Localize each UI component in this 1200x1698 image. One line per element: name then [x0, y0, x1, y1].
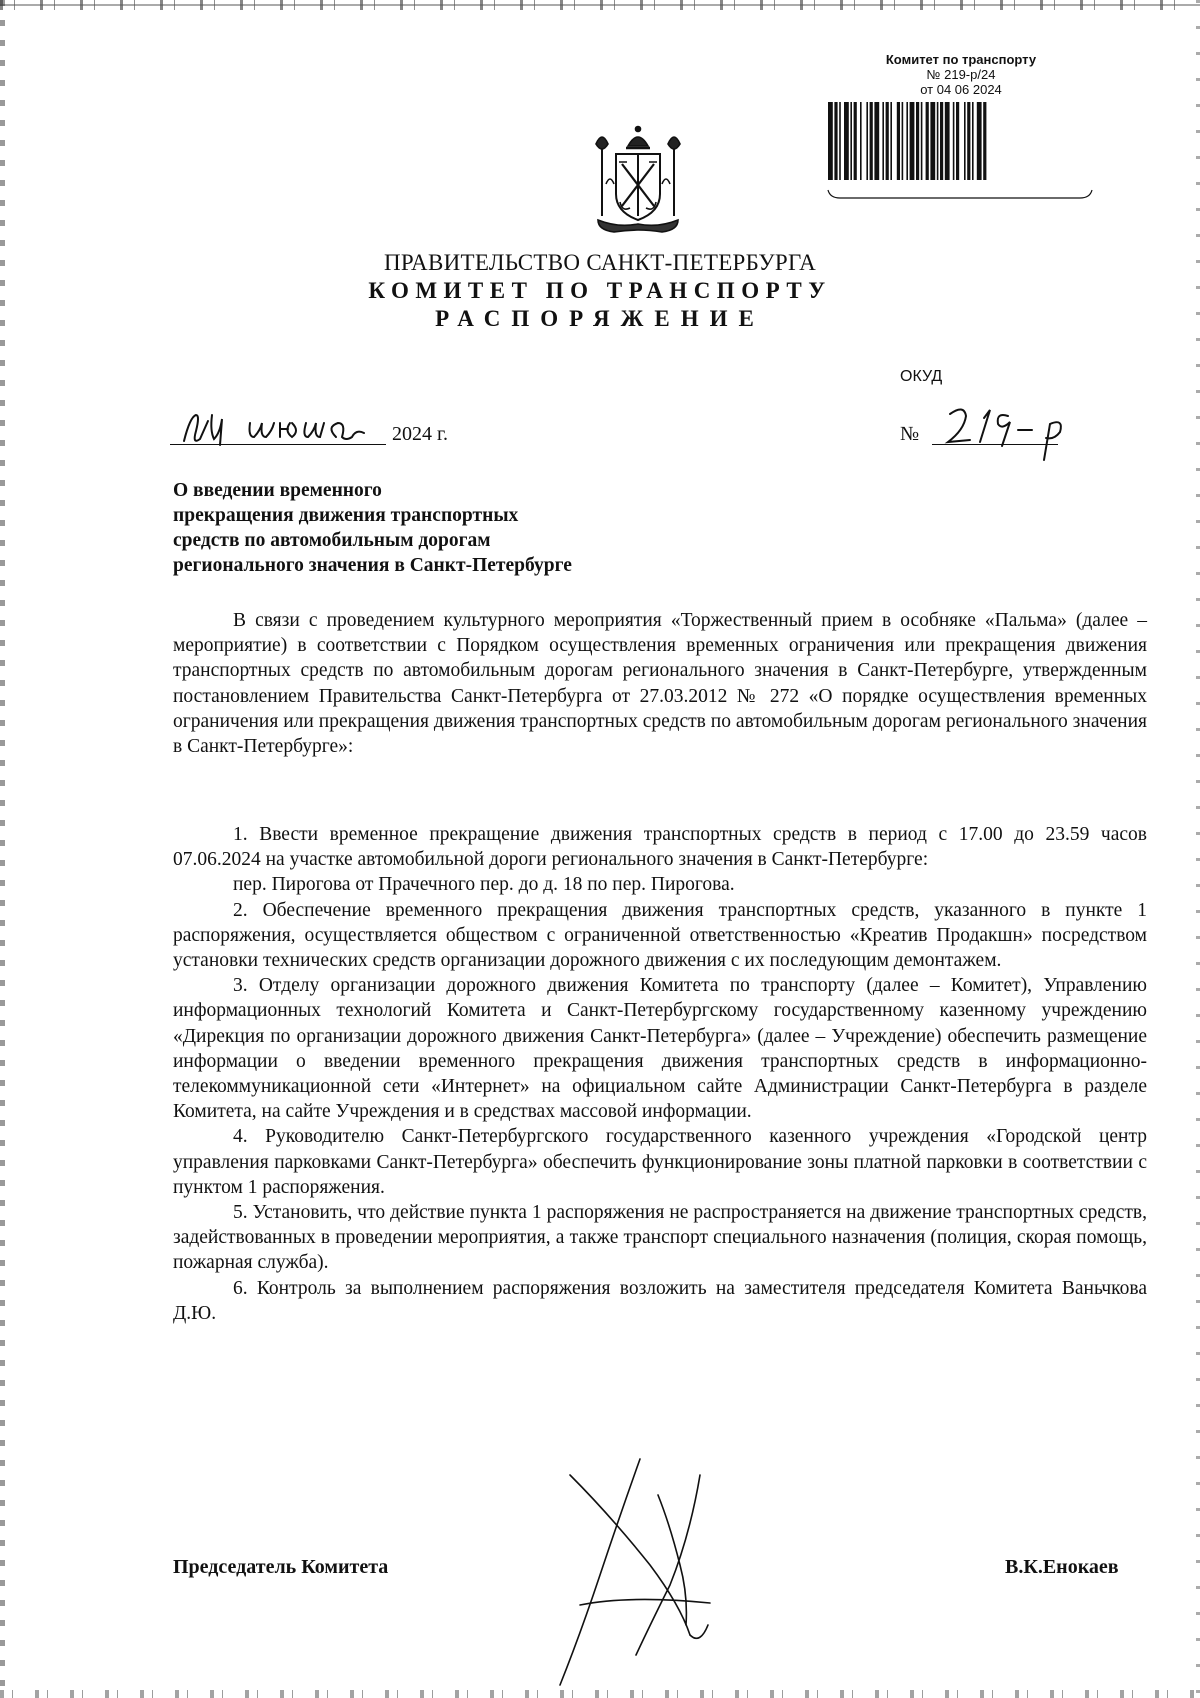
item-4: 4. Руководителю Санкт-Петербургского государственного казенного учреждения «Городской центр управления парковками Санкт-Петербурга» обеспечить функционирование зоны платной парковки в соответствии с пунктом 1 распоряжения. — [173, 1126, 1147, 1198]
barcode-bar — [983, 102, 986, 180]
barcode-bar — [910, 102, 915, 180]
date-underline — [170, 444, 386, 445]
signatory-name: В.К.Енокаев — [1005, 1556, 1119, 1578]
item-1: 1. Ввести временное прекращение движения транспортных средств в период с 17.00 до 23.59 часов 07.06.2024 на участке автомобильной дороги регионального значения в Санкт-Петербурге: — [173, 824, 1147, 871]
stamp-organization: Комитет по транспорту — [885, 52, 1037, 67]
okud-label: ОКУД — [900, 368, 943, 385]
stamp-date: от 04 06 2024 — [920, 82, 1002, 97]
handwritten-signature — [540, 1455, 740, 1690]
government-heading: ПРАВИТЕЛЬСТВО САНКТ-ПЕТЕРБУРГА — [383, 250, 817, 275]
scan-edge-top-line — [0, 4, 1200, 6]
intro-paragraph: В связи с проведением культурного мероприятия «Торжественный прием в особняке «Пальма» (далее – мероприятие) в соответствии с Порядком осуществления временных ограничения или прекращения движения транспортных средств по автомобильным дорогам регионального значения в Санкт-Петербурге, утвержденным постановлением Правительства Санкт-Петербурга от 27.03.2012 № 272 «О порядке осуществления временных ограничения или прекращения движения транспортных средств по автомобильным дорогам регионального значения в Санкт-Петербурге»: — [173, 610, 1147, 758]
barcode-bar — [834, 102, 837, 180]
barcode-bar — [850, 102, 852, 180]
barcode-bar — [897, 102, 900, 180]
barcode-bar — [839, 102, 841, 180]
barcode-bar — [940, 102, 943, 180]
date-year: 2024 г. — [392, 423, 448, 445]
document-subject — [173, 478, 773, 578]
barcode-bar — [906, 102, 908, 180]
item-1-location: пер. Пирогова от Прачечного пер. до д. 18 по пер. Пирогова. — [233, 874, 735, 896]
number-sign: № — [900, 423, 920, 445]
barcode-bar — [953, 102, 955, 180]
barcode — [826, 102, 1096, 180]
barcode-bar — [828, 102, 833, 180]
signatory-title: Председатель Комитета — [173, 1556, 389, 1578]
intro-section — [173, 608, 1147, 759]
committee-heading: КОМИТЕТ ПО ТРАНСПОРТУ — [368, 278, 832, 303]
handwritten-number — [940, 402, 1070, 462]
barcode-bar — [977, 102, 982, 180]
registration-stamp — [826, 52, 1096, 212]
subject-line: регионального значения в Санкт-Петербурге — [173, 555, 572, 576]
subject-line: прекращения движения транспортных — [173, 505, 519, 526]
barcode-bar — [870, 102, 873, 180]
item-3: 3. Отделу организации дорожного движения Комитета по транспорту (далее – Комитет), Управлению информационных технологий Комитета и Санкт-Петербургскому государственному казенному учреждению «Дирекция по организации дорожного движения Санкт-Петербурга» (далее – Учреждение) обеспечить размещение информации о введении временного прекращения движения транспортных средств в информационно-телекоммуникационной сети «Интернет» на официальном сайте Администрации Санкт-Петербурга в разделе Комитета, на сайте Учреждения и в средствах массовой информации. — [173, 975, 1147, 1123]
barcode-bar — [930, 102, 935, 180]
item-6: 6. Контроль за выполнением распоряжения возложить на заместителя председателя Комитета Ваньчкова Д.Ю. — [173, 1277, 1147, 1324]
barcode-bar — [902, 102, 904, 180]
barcode-bar — [972, 102, 974, 180]
barcode-bar — [921, 102, 923, 180]
barcode-bar — [964, 102, 966, 180]
item-5: 5. Установить, что действие пункта 1 распоряжения не распространяется на движение транспортных средств, задействованных в проведении мероприятия, а также транспорт специального назначения (полиция, скорая помощь, пожарная служба). — [173, 1202, 1147, 1274]
scan-edge-bottom — [0, 1690, 1200, 1698]
barcode-bar — [854, 102, 857, 180]
document-type-heading: РАСПОРЯЖЕНИЕ — [435, 306, 765, 331]
barcode-bar — [874, 102, 879, 180]
barcode-bar — [937, 102, 939, 180]
coat-of-arms-emblem — [592, 124, 684, 236]
stamp-number: № 219-р/24 — [926, 67, 996, 82]
barcode-bar — [890, 102, 892, 180]
subject-line: О введении временного — [173, 480, 382, 501]
barcode-bar — [866, 102, 868, 180]
number-underline — [932, 444, 1058, 445]
barcode-bar — [945, 102, 950, 180]
barcode-bar — [844, 102, 849, 180]
barcode-bracket — [826, 188, 1094, 202]
barcode-bar — [956, 102, 959, 180]
barcode-bar — [882, 102, 884, 180]
subject-line: средств по автомобильным дорогам — [173, 530, 491, 551]
order-items — [173, 822, 1147, 1326]
barcode-bar — [967, 102, 970, 180]
barcode-bar — [886, 102, 889, 180]
item-2: 2. Обеспечение временного прекращения движения транспортных средств, указанного в пункте 1 распоряжения, осуществляется обществом с ограниченной ответственностью «Креатив Продакшн» посредством установки технических средств организации дорожного движения с их последующим демонтажем. — [173, 899, 1147, 972]
barcode-bar — [926, 102, 929, 180]
barcode-bar — [916, 102, 919, 180]
barcode-bar — [860, 102, 862, 180]
